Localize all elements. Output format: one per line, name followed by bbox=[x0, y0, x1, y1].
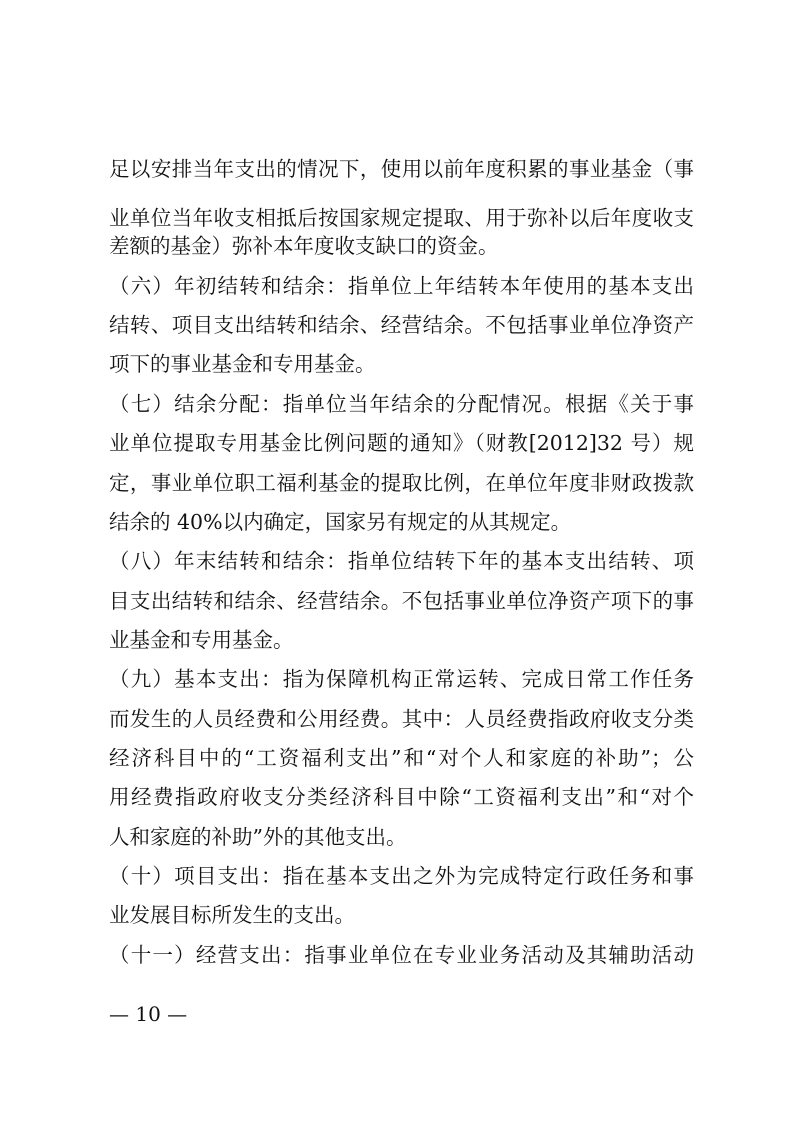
text-line: 定，事业单位职工福利基金的提取比例，在单位年度非财政拨款 bbox=[109, 471, 694, 495]
text-line: 足以安排当年支出的情况下，使用以前年度积累的事业基金（事 bbox=[109, 157, 694, 181]
text-line: 结余的 40%以内确定，国家另有规定的从其规定。 bbox=[109, 510, 572, 534]
text-line: 业发展目标所发生的支出。 bbox=[109, 903, 355, 927]
text-line: 业单位提取专用基金比例问题的通知》（财教[2012]32 号）规 bbox=[109, 431, 694, 455]
text-line: 业单位当年收支相抵后按国家规定提取、用于弥补以后年度收支 bbox=[109, 206, 694, 230]
text-line: （九）基本支出：指为保障机构正常运转、完成日常工作任务 bbox=[109, 667, 694, 691]
text-line: 结转、项目支出结转和结余、经营结余。不包括事业单位净资产 bbox=[109, 313, 694, 337]
text-line: （十）项目支出：指在基本支出之外为完成特定行政任务和事 bbox=[109, 864, 694, 888]
text-line: 而发生的人员经费和公用经费。其中：人员经费指政府收支分类 bbox=[109, 707, 694, 731]
text-line: 人和家庭的补助”外的其他支出。 bbox=[109, 825, 407, 849]
text-line: 差额的基金）弥补本年度收支缺口的资金。 bbox=[109, 234, 499, 258]
text-line: （十一）经营支出：指事业单位在专业业务活动及其辅助活动 bbox=[109, 943, 694, 967]
text-line: 经济科目中的“工资福利支出”和“对个人和家庭的补助”；公 bbox=[109, 746, 694, 770]
page-number: — 10 — bbox=[109, 1002, 188, 1026]
text-line: 目支出结转和结余、经营结余。不包括事业单位净资产项下的事 bbox=[109, 589, 694, 613]
text-line: （七）结余分配：指单位当年结余的分配情况。根据《关于事 bbox=[109, 392, 694, 416]
text-line: （八）年末结转和结余：指单位结转下年的基本支出结转、项 bbox=[109, 549, 694, 573]
text-line: 用经费指政府收支分类经济科目中除“工资福利支出”和“对个 bbox=[109, 785, 694, 809]
text-line: 业基金和专用基金。 bbox=[109, 628, 294, 652]
text-line: （六）年初结转和结余：指单位上年结转本年使用的基本支出 bbox=[109, 274, 694, 298]
text-line: 项下的事业基金和专用基金。 bbox=[109, 352, 376, 376]
